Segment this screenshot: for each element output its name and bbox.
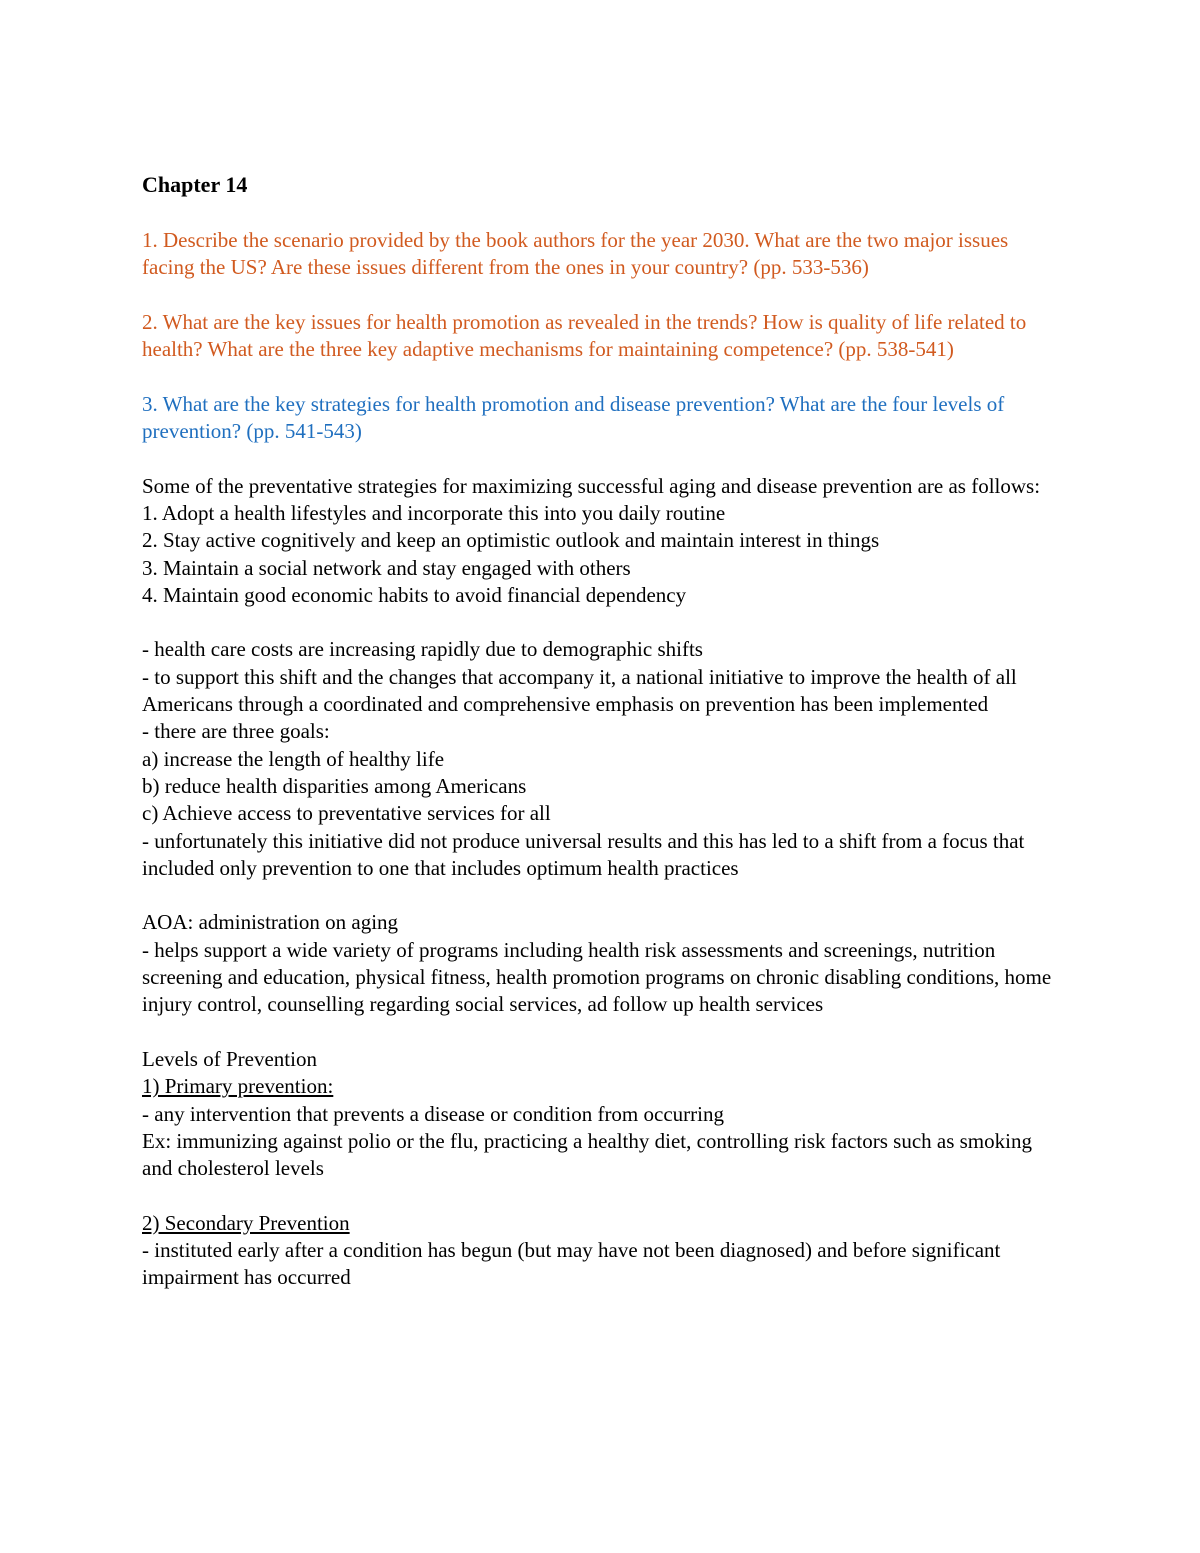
goal-item: b) reduce health disparities among Americans: [142, 773, 527, 798]
strategies-section: [142, 473, 1062, 609]
note-item: - health care costs are increasing rapidly due to demographic shifts: [142, 637, 703, 662]
aoa-text: - helps support a wide variety of programs including health risk assessments and screenings, nutrition screening and education, physical fitness, health promotion programs on chronic disabling conditions, home injury control, counselling regarding social services, ad follow up health services: [142, 937, 1052, 1017]
secondary-text: - instituted early after a condition has begun (but may have not been diagnosed) and before significant impairment has occurred: [142, 1237, 1001, 1290]
question-1: 1. Describe the scenario provided by the book authors for the year 2030. What are the two major issues facing the US? Are these issues different from the ones in your country? (pp. 533-536): [142, 228, 1009, 280]
levels-title: Levels of Prevention: [142, 1046, 317, 1071]
goal-item: c) Achieve access to preventative services for all: [142, 801, 551, 826]
aoa-section: [142, 909, 1062, 1018]
note-item: - unfortunately this initiative did not produce universal results and this has led to a shift from a focus that included only prevention to one that includes optimum health practices: [142, 828, 1025, 880]
primary-heading: 1) Primary prevention:: [142, 1074, 334, 1099]
question-3: 3. What are the key strategies for health promotion and disease prevention? What are the four levels of prevention? (pp. 541-543): [142, 391, 1005, 444]
strategy-item: 2. Stay active cognitively and keep an optimistic outlook and maintain interest in things: [142, 528, 880, 553]
note-item: - to support this shift and the changes that accompany it, a national initiative to improve the health of all Americans through a coordinated and comprehensive emphasis on prevention has been implemented: [142, 664, 1017, 717]
question-2: 2. What are the key issues for health promotion as revealed in the trends? How is quality of life related to health? What are the three key adaptive mechanisms for maintaining competence? (pp. 538-541): [142, 309, 1027, 362]
strategy-item: 3. Maintain a social network and stay engaged with others: [142, 555, 631, 580]
note-item: - there are three goals:: [142, 719, 330, 744]
secondary-prevention-section: [142, 1210, 1062, 1292]
strategy-item: 4. Maintain good economic habits to avoid financial dependency: [142, 582, 687, 607]
primary-prevention-section: [142, 1046, 1062, 1182]
primary-example: Ex: immunizing against polio or the flu, practicing a healthy diet, controlling risk factors such as smoking and cholesterol levels: [142, 1128, 1032, 1181]
document-page: [142, 170, 1062, 1319]
secondary-heading: 2) Secondary Prevention: [142, 1210, 350, 1235]
goal-item: a) increase the length of healthy life: [142, 746, 445, 771]
primary-text: - any intervention that prevents a disease or condition from occurring: [142, 1101, 724, 1126]
aoa-title: AOA: administration on aging: [142, 910, 399, 935]
strategies-intro: Some of the preventative strategies for maximizing successful aging and disease prevention are as follows:: [142, 473, 1041, 498]
strategy-item: 1. Adopt a health lifestyles and incorporate this into you daily routine: [142, 500, 726, 525]
notes-section: [142, 636, 1062, 882]
chapter-title: Chapter 14: [142, 172, 248, 197]
